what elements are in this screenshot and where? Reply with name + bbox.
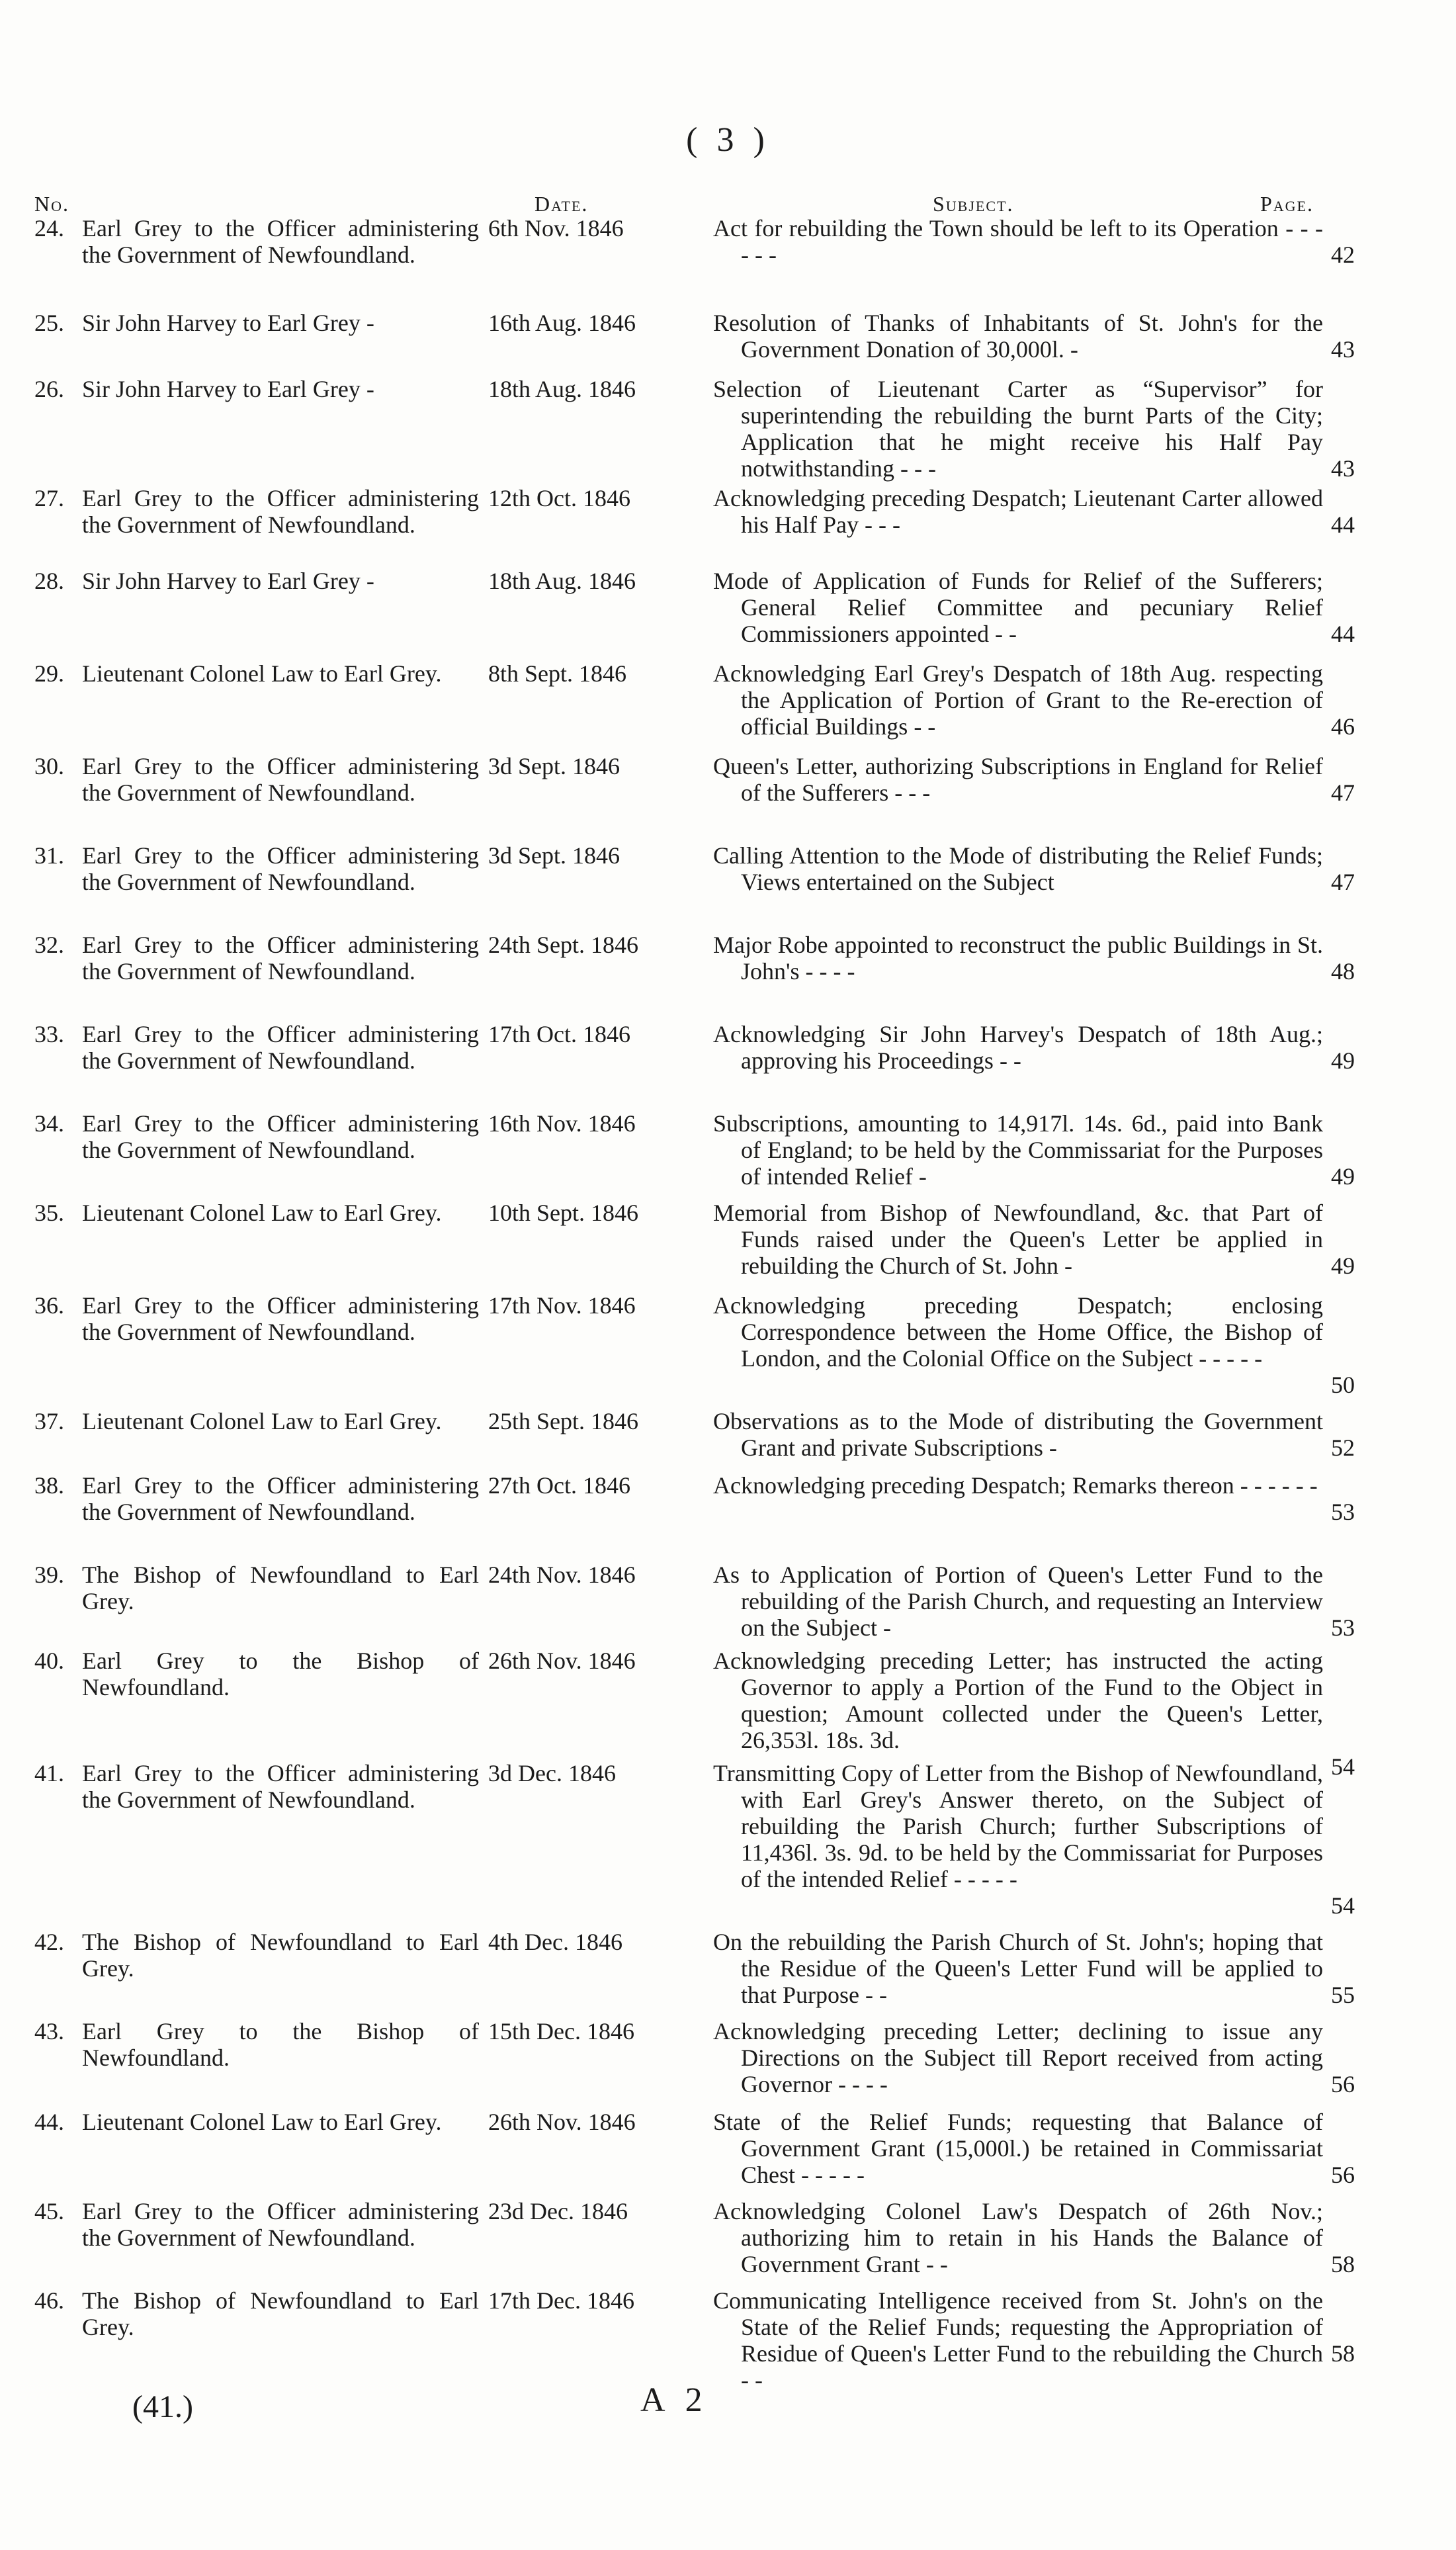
entry-date: 4th Dec. 1846	[488, 1929, 622, 1955]
entry-page: 53	[1331, 1499, 1355, 1525]
entry-subject: Resolution of Thanks of Inhabitants of St. John's for the Government Donation of 30,000l. -	[713, 310, 1323, 363]
entry-correspondents: Earl Grey to the Officer administering the Government of Newfoundland.	[82, 1292, 479, 1345]
entry-page: 44	[1331, 511, 1355, 538]
entry-page: 58	[1331, 2340, 1355, 2367]
entry-correspondents: Earl Grey to the Officer administering the Government of Newfoundland.	[82, 1110, 479, 1163]
entry-correspondents: Earl Grey to the Officer administering the Government of Newfoundland.	[82, 842, 479, 895]
entry-correspondents: Earl Grey to the Officer administering the Government of Newfoundland.	[82, 1760, 479, 1813]
entry-number: 32.	[34, 932, 64, 958]
entry-page: 56	[1331, 2071, 1355, 2097]
entry-date: 16th Aug. 1846	[488, 310, 636, 336]
entry-subject: Observations as to the Mode of distributing the Government Grant and private Subscriptions -	[713, 1408, 1323, 1461]
entry-subject: Acknowledging preceding Letter; has instructed the acting Governor to apply a Portion of the Fund to the Object in question; Amount collected under the Queen's Letter, 26,353l. 18s. 3d.	[713, 1648, 1323, 1753]
entry-date: 3d Dec. 1846	[488, 1760, 616, 1786]
entry-page: 46	[1331, 713, 1355, 740]
column-header-no: No.	[34, 192, 69, 216]
entry-correspondents: Lieutenant Colonel Law to Earl Grey.	[82, 2109, 442, 2135]
entry-correspondents: The Bishop of Newfoundland to Earl Grey.	[82, 2287, 479, 2340]
column-header-page: Page.	[1260, 192, 1314, 216]
entry-number: 41.	[34, 1760, 64, 1786]
entry-number: 33.	[34, 1021, 64, 1047]
entry-page: 43	[1331, 336, 1355, 363]
entry-subject: Mode of Application of Funds for Relief of the Sufferers; General Relief Committee and pecuniary Relief Commissioners appointed - -	[713, 568, 1323, 647]
footer-signature-mark: A 2	[640, 2381, 709, 2419]
entry-correspondents: Earl Grey to the Bishop of Newfoundland.	[82, 2018, 479, 2071]
footer-sheet-number: (41.)	[132, 2389, 193, 2424]
entry-subject: Acknowledging Earl Grey's Despatch of 18th Aug. respecting the Application of Portion of Grant to the Re-erection of official Buildings - -	[713, 660, 1323, 740]
entry-number: 24.	[34, 215, 64, 242]
entry-correspondents: Earl Grey to the Officer administering the Government of Newfoundland.	[82, 1472, 479, 1525]
entry-date: 17th Oct. 1846	[488, 1021, 630, 1047]
entry-number: 26.	[34, 376, 64, 402]
entry-page: 42	[1331, 242, 1355, 268]
entry-subject: Major Robe appointed to reconstruct the public Buildings in St. John's - - - -	[713, 932, 1323, 985]
column-header-subject: Subject.	[933, 192, 1014, 216]
entry-page: 58	[1331, 2251, 1355, 2277]
entry-subject: Acknowledging preceding Despatch; enclosing Correspondence between the Home Office, the Bishop of London, and the Colonial Office on the Subject - - - - -	[713, 1292, 1323, 1372]
entry-page: 49	[1331, 1163, 1355, 1190]
entry-correspondents: Earl Grey to the Bishop of Newfoundland.	[82, 1648, 479, 1700]
entry-number: 38.	[34, 1472, 64, 1499]
entry-number: 25.	[34, 310, 64, 336]
entry-date: 18th Aug. 1846	[488, 568, 636, 594]
entry-number: 36.	[34, 1292, 64, 1319]
entry-date: 25th Sept. 1846	[488, 1408, 639, 1434]
entry-subject: Memorial from Bishop of Newfoundland, &c. that Part of Funds raised under the Queen's Letter be applied in rebuilding the Church of St. John -	[713, 1200, 1323, 1279]
entry-date: 6th Nov. 1846	[488, 215, 624, 242]
entry-subject: On the rebuilding the Parish Church of St. John's; hoping that the Residue of the Queen's Letter Fund will be applied to that Purpose - -	[713, 1929, 1323, 2008]
entry-number: 34.	[34, 1110, 64, 1137]
entry-number: 37.	[34, 1408, 64, 1434]
entry-correspondents: Earl Grey to the Officer administering the Government of Newfoundland.	[82, 215, 479, 268]
entry-page: 49	[1331, 1047, 1355, 1074]
entry-correspondents: Earl Grey to the Officer administering the Government of Newfoundland.	[82, 1021, 479, 1074]
entry-subject: Queen's Letter, authorizing Subscriptions in England for Relief of the Sufferers - - -	[713, 753, 1323, 806]
entry-subject: As to Application of Portion of Queen's Letter Fund to the rebuilding of the Parish Church, and requesting an Interview on the Subject -	[713, 1561, 1323, 1641]
entry-subject: Acknowledging preceding Letter; declining to issue any Directions on the Subject till Report received from acting Governor - - - -	[713, 2018, 1323, 2097]
entry-number: 42.	[34, 1929, 64, 1955]
entry-number: 40.	[34, 1648, 64, 1674]
entry-number: 28.	[34, 568, 64, 594]
page-number: ( 3 )	[686, 121, 770, 159]
entry-subject: Communicating Intelligence received from St. John's on the State of the Relief Funds; requesting the Appropriation of Residue of Queen's Letter Fund to the rebuilding the Church - -	[713, 2287, 1323, 2393]
entry-subject: Acknowledging Colonel Law's Despatch of 26th Nov.; authorizing him to retain in his Hands the Balance of Government Grant - -	[713, 2198, 1323, 2277]
entry-subject: Acknowledging Sir John Harvey's Despatch of 18th Aug.; approving his Proceedings - -	[713, 1021, 1323, 1074]
entry-correspondents: Lieutenant Colonel Law to Earl Grey.	[82, 660, 442, 687]
entry-page: 50	[1331, 1372, 1355, 1398]
entry-date: 17th Dec. 1846	[488, 2287, 634, 2314]
entry-date: 26th Nov. 1846	[488, 1648, 636, 1674]
entry-number: 35.	[34, 1200, 64, 1226]
entry-correspondents: Lieutenant Colonel Law to Earl Grey.	[82, 1408, 442, 1434]
entry-date: 26th Nov. 1846	[488, 2109, 636, 2135]
entry-date: 16th Nov. 1846	[488, 1110, 636, 1137]
entry-date: 10th Sept. 1846	[488, 1200, 639, 1226]
entry-subject: State of the Relief Funds; requesting that Balance of Government Grant (15,000l.) be retained in Commissariat Chest - - - - -	[713, 2109, 1323, 2188]
entry-date: 24th Nov. 1846	[488, 1561, 636, 1588]
entry-date: 27th Oct. 1846	[488, 1472, 630, 1499]
entry-page: 48	[1331, 958, 1355, 985]
entry-date: 24th Sept. 1846	[488, 932, 639, 958]
entry-page: 54	[1331, 1753, 1355, 1780]
entry-number: 46.	[34, 2287, 64, 2314]
entry-date: 23d Dec. 1846	[488, 2198, 628, 2224]
entry-date: 12th Oct. 1846	[488, 485, 630, 511]
entry-number: 39.	[34, 1561, 64, 1588]
entry-subject: Act for rebuilding the Town should be left to its Operation - - - - - -	[713, 215, 1323, 268]
entry-correspondents: Sir John Harvey to Earl Grey -	[82, 310, 374, 336]
entry-correspondents: The Bishop of Newfoundland to Earl Grey.	[82, 1561, 479, 1614]
entry-subject: Subscriptions, amounting to 14,917l. 14s. 6d., paid into Bank of England; to be held by the Commissariat for the Purposes of intended Relief -	[713, 1110, 1323, 1190]
entry-number: 29.	[34, 660, 64, 687]
entry-subject: Selection of Lieutenant Carter as “Supervisor” for superintending the rebuilding the burnt Parts of the City; Application that he might receive his Half Pay notwithstanding - - -	[713, 376, 1323, 482]
entry-page: 55	[1331, 1982, 1355, 2008]
entry-number: 30.	[34, 753, 64, 779]
entry-page: 47	[1331, 779, 1355, 806]
entry-page: 49	[1331, 1253, 1355, 1279]
entry-subject: Transmitting Copy of Letter from the Bishop of Newfoundland, with Earl Grey's Answer thereto, on the Subject of rebuilding the Parish Church; further Subscriptions of 11,436l. 3s. 9d. to be held by the Commissariat for Purposes of the intended Relief - - - - -	[713, 1760, 1323, 1892]
entry-date: 8th Sept. 1846	[488, 660, 627, 687]
entry-subject: Acknowledging preceding Despatch; Remarks thereon - - - - - -	[713, 1472, 1318, 1499]
entry-date: 17th Nov. 1846	[488, 1292, 636, 1319]
entry-correspondents: Lieutenant Colonel Law to Earl Grey.	[82, 1200, 442, 1226]
column-header-date: Date.	[535, 192, 589, 216]
entry-number: 43.	[34, 2018, 64, 2044]
entry-page: 47	[1331, 869, 1355, 895]
entry-page: 44	[1331, 621, 1355, 647]
entry-number: 27.	[34, 485, 64, 511]
entry-number: 31.	[34, 842, 64, 869]
entry-date: 15th Dec. 1846	[488, 2018, 634, 2044]
entry-date: 18th Aug. 1846	[488, 376, 636, 402]
entry-page: 52	[1331, 1434, 1355, 1461]
entry-correspondents: Earl Grey to the Officer administering the Government of Newfoundland.	[82, 753, 479, 806]
entry-correspondents: Sir John Harvey to Earl Grey -	[82, 376, 374, 402]
entry-correspondents: Earl Grey to the Officer administering the Government of Newfoundland.	[82, 2198, 479, 2251]
entry-correspondents: The Bishop of Newfoundland to Earl Grey.	[82, 1929, 479, 1982]
entry-date: 3d Sept. 1846	[488, 753, 621, 779]
entry-correspondents: Sir John Harvey to Earl Grey -	[82, 568, 374, 594]
entry-page: 53	[1331, 1614, 1355, 1641]
entry-correspondents: Earl Grey to the Officer administering the Government of Newfoundland.	[82, 932, 479, 985]
entry-number: 45.	[34, 2198, 64, 2224]
entry-subject: Calling Attention to the Mode of distributing the Relief Funds; Views entertained on the Subject	[713, 842, 1323, 895]
entry-number: 44.	[34, 2109, 64, 2135]
entry-page: 43	[1331, 455, 1355, 482]
entry-correspondents: Earl Grey to the Officer administering the Government of Newfoundland.	[82, 485, 479, 538]
entry-page: 56	[1331, 2162, 1355, 2188]
entry-subject: Acknowledging preceding Despatch; Lieutenant Carter allowed his Half Pay - - -	[713, 485, 1323, 538]
entry-page: 54	[1331, 1892, 1355, 1919]
entry-date: 3d Sept. 1846	[488, 842, 621, 869]
